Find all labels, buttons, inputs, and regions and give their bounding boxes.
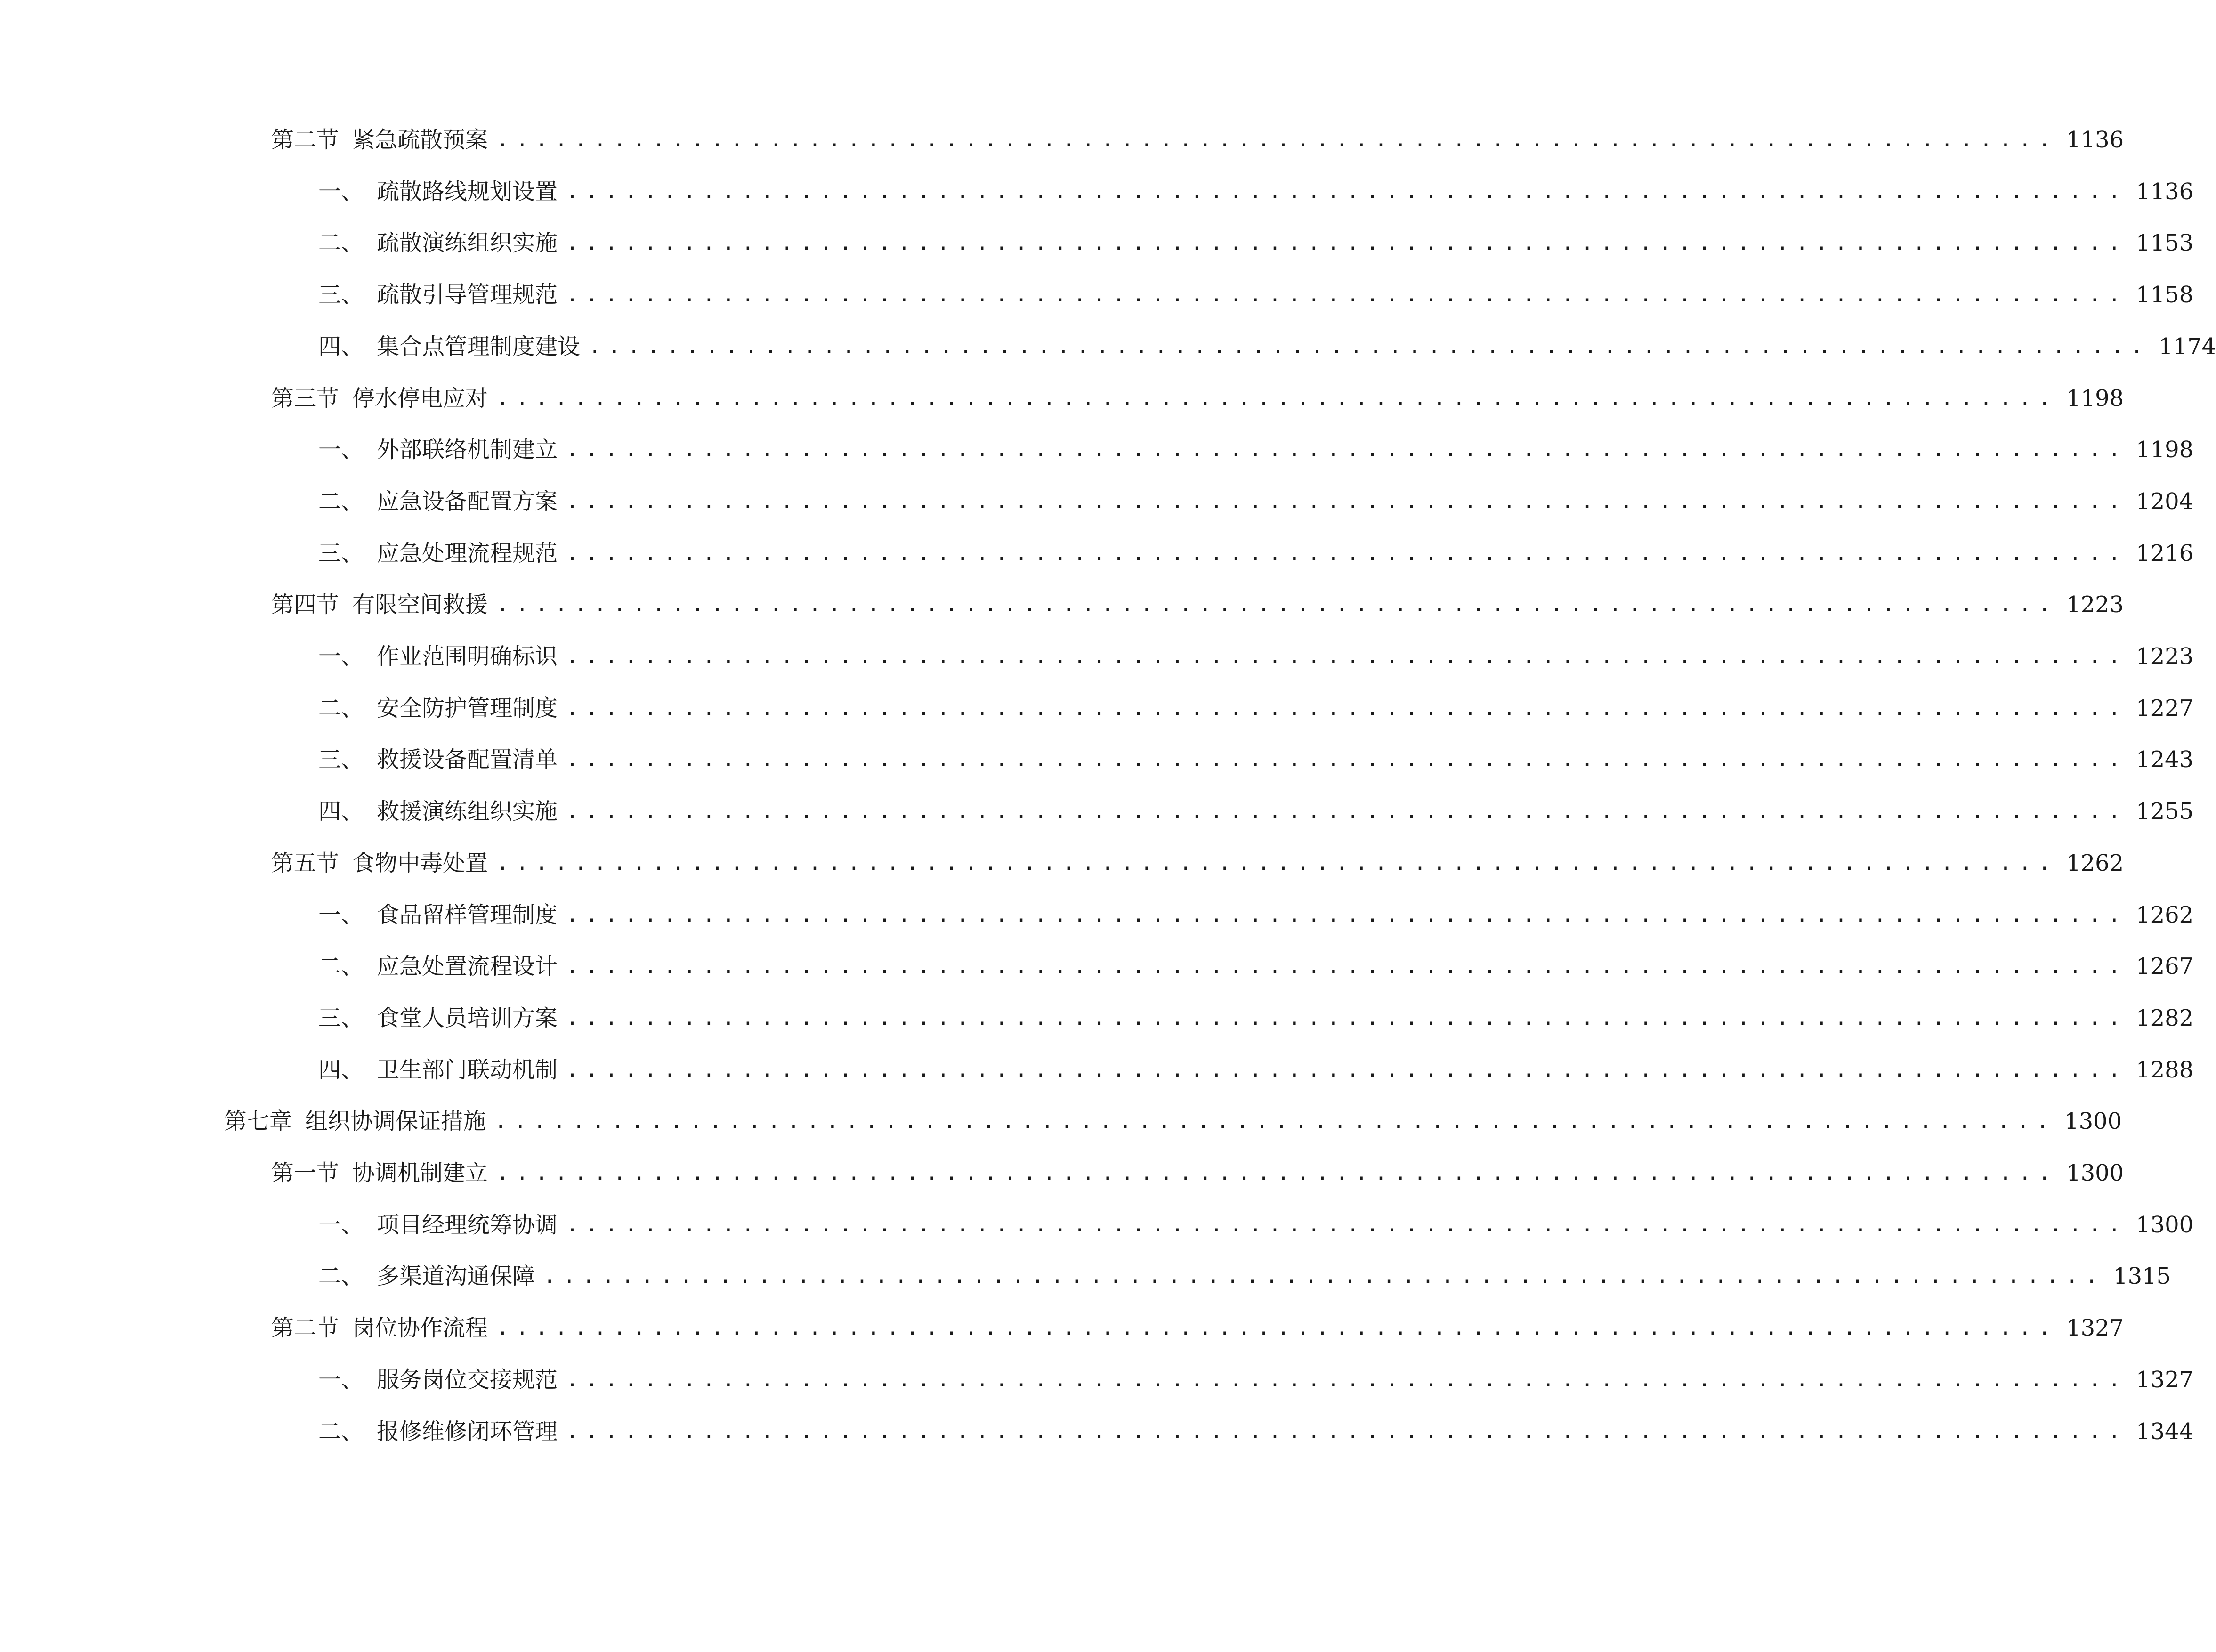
toc-entry-number: 二、 [318, 230, 364, 256]
toc-entry-number: 一、 [318, 437, 364, 463]
toc-entry[interactable] [318, 999, 2194, 1037]
toc-entry[interactable] [318, 947, 2194, 985]
toc-entry-title: 外部联络机制建立 [377, 437, 558, 463]
toc-entry[interactable] [271, 121, 2124, 159]
toc-dot-leader: ................................................................................ [566, 954, 2128, 978]
toc-entry-title: 组织协调保证措施 [305, 1108, 486, 1134]
toc-entry-number: 二、 [318, 1418, 364, 1445]
toc-entry-number: 四、 [318, 1057, 364, 1083]
toc-page-number: 1158 [2136, 282, 2194, 308]
toc-dot-leader: ................................................................................ [566, 903, 2128, 927]
toc-entry-title: 项目经理统筹协调 [377, 1212, 558, 1238]
toc-page-number: 1216 [2136, 540, 2194, 567]
toc-entry[interactable] [318, 483, 2194, 520]
toc-page-number: 1288 [2136, 1057, 2194, 1083]
toc-entry-number: 一、 [318, 1367, 364, 1393]
toc-entry[interactable] [271, 1309, 2124, 1347]
toc-entry-title: 应急处置流程设计 [377, 953, 558, 980]
toc-entry-number: 一、 [318, 902, 364, 928]
toc-page-number: 1300 [2064, 1108, 2122, 1134]
toc-page-number: 1198 [2136, 437, 2194, 463]
toc-entry[interactable] [318, 431, 2194, 469]
toc-entry[interactable] [271, 1154, 2124, 1192]
toc-entry-title: 报修维修闭环管理 [377, 1418, 558, 1445]
toc-dot-leader: ................................................................................ [566, 437, 2128, 462]
toc-page-number: 1262 [2136, 902, 2194, 928]
toc-entry-number: 二、 [318, 695, 364, 721]
toc-entry-number: 二、 [318, 953, 364, 980]
toc-entry-number: 二、 [318, 1263, 364, 1289]
toc-entry-title: 卫生部门联动机制 [377, 1057, 558, 1083]
toc-entry-number: 一、 [318, 643, 364, 670]
toc-entry[interactable] [318, 689, 2194, 727]
toc-dot-leader: ................................................................................ [566, 179, 2128, 203]
toc-entry[interactable] [318, 328, 2216, 365]
toc-dot-leader: ................................................................................ [566, 644, 2128, 668]
toc-entry-number: 三、 [318, 1005, 364, 1031]
toc-entry-number: 四、 [318, 333, 364, 360]
toc-entry[interactable] [271, 380, 2124, 417]
toc-entry[interactable] [318, 793, 2194, 830]
toc-entry-title: 食堂人员培训方案 [377, 1005, 558, 1031]
toc-entry[interactable] [318, 1413, 2194, 1450]
toc-dot-leader: ................................................................................ [566, 541, 2128, 565]
toc-entry[interactable] [318, 896, 2194, 934]
toc-entry-title: 食物中毒处置 [352, 850, 488, 876]
toc-page-number: 1243 [2136, 746, 2194, 773]
toc-page-number: 1204 [2136, 488, 2194, 515]
toc-dot-leader: ................................................................................ [566, 799, 2128, 823]
toc-entry-number: 一、 [318, 178, 364, 205]
toc-entry-number: 第二节 [271, 127, 340, 153]
toc-entry-title: 救援演练组织实施 [377, 798, 558, 825]
toc-entry-title: 疏散演练组织实施 [377, 230, 558, 256]
toc-entry[interactable] [224, 1102, 2122, 1140]
toc-entry[interactable] [318, 224, 2194, 262]
toc-entry-number: 二、 [318, 488, 364, 515]
toc-entry-number: 三、 [318, 746, 364, 773]
toc-dot-leader: ................................................................................ [496, 1316, 2058, 1340]
toc-entry-number: 第四节 [271, 591, 340, 618]
toc-dot-leader: ................................................................................ [566, 1419, 2128, 1443]
toc-entry-title: 协调机制建立 [352, 1160, 488, 1186]
toc-entry-number: 第三节 [271, 385, 340, 412]
toc-page-number: 1223 [2066, 591, 2124, 618]
toc-page-number: 1300 [2136, 1212, 2194, 1238]
toc-entry-title: 疏散路线规划设置 [377, 178, 558, 205]
toc-dot-leader: ................................................................................ [566, 1368, 2128, 1392]
toc-entry-number: 三、 [318, 282, 364, 308]
toc-entry-title: 岗位协作流程 [352, 1315, 488, 1341]
toc-entry-title: 集合点管理制度建设 [377, 333, 581, 360]
toc-page-number: 1327 [2066, 1315, 2124, 1341]
toc-entry-title: 多渠道沟通保障 [377, 1263, 535, 1289]
toc-entry[interactable] [271, 586, 2124, 624]
toc-page-number: 1136 [2066, 127, 2124, 153]
toc-entry-title: 应急设备配置方案 [377, 488, 558, 515]
toc-entry[interactable] [271, 844, 2124, 882]
toc-entry[interactable] [318, 276, 2194, 314]
toc-entry-number: 第七章 [224, 1108, 292, 1134]
toc-dot-leader: ................................................................................ [566, 1006, 2128, 1030]
toc-entry-title: 安全防护管理制度 [377, 695, 558, 721]
toc-dot-leader: ................................................................................ [589, 334, 2151, 358]
toc-page-number: 1300 [2066, 1160, 2124, 1186]
toc-page-number: 1315 [2113, 1263, 2171, 1289]
toc-page-number: 1223 [2136, 643, 2194, 670]
toc-page-number: 1282 [2136, 1005, 2194, 1031]
toc-entry-number: 第二节 [271, 1315, 340, 1341]
toc-entry-number: 第五节 [271, 850, 340, 876]
toc-entry-number: 一、 [318, 1212, 364, 1238]
toc-page-number: 1267 [2136, 953, 2194, 980]
toc-page-number: 1136 [2136, 178, 2194, 205]
toc-page-number: 1255 [2136, 798, 2194, 825]
toc-dot-leader: ................................................................................ [566, 1058, 2128, 1082]
toc-page-number: 1327 [2136, 1367, 2194, 1393]
toc-dot-leader: ................................................................................ [496, 592, 2058, 616]
toc-dot-leader: ................................................................................ [543, 1264, 2105, 1288]
toc-dot-leader: ................................................................................ [496, 851, 2058, 875]
toc-entry[interactable] [318, 741, 2194, 778]
toc-entry[interactable] [318, 173, 2194, 211]
toc-entry-number: 三、 [318, 540, 364, 567]
toc-page-number: 1198 [2066, 385, 2124, 412]
toc-entry[interactable] [318, 1361, 2194, 1399]
toc-page-number: 1262 [2066, 850, 2124, 876]
toc-page-number: 1227 [2136, 695, 2194, 721]
toc-dot-leader: ................................................................................ [566, 231, 2128, 255]
toc-entry-number: 第一节 [271, 1160, 340, 1186]
toc-entry-title: 作业范围明确标识 [377, 643, 558, 670]
toc-dot-leader: ................................................................................ [494, 1109, 2056, 1133]
toc-page-number: 1153 [2136, 230, 2194, 256]
toc-entry-number: 四、 [318, 798, 364, 825]
toc-entry[interactable] [318, 1257, 2171, 1295]
toc-dot-leader: ................................................................................ [566, 696, 2128, 720]
toc-dot-leader: ................................................................................ [566, 489, 2128, 513]
toc-page-number: 1344 [2136, 1418, 2194, 1445]
toc-entry-title: 停水停电应对 [352, 385, 488, 412]
toc-dot-leader: ................................................................................ [496, 386, 2058, 410]
toc-entry-title: 疏散引导管理规范 [377, 282, 558, 308]
toc-entry-title: 应急处理流程规范 [377, 540, 558, 567]
toc-dot-leader: ................................................................................ [496, 128, 2058, 152]
toc-entry-title: 有限空间救援 [352, 591, 488, 618]
toc-entry-title: 紧急疏散预案 [352, 127, 488, 153]
toc-dot-leader: ................................................................................ [566, 283, 2128, 307]
toc-entry[interactable] [318, 638, 2194, 675]
toc-dot-leader: ................................................................................ [566, 1213, 2128, 1237]
toc-entry[interactable] [318, 1051, 2194, 1089]
toc-page-number: 1174 [2159, 333, 2216, 360]
toc-entry-title: 服务岗位交接规范 [377, 1367, 558, 1393]
toc-entry[interactable] [318, 534, 2194, 572]
toc-entry-title: 食品留样管理制度 [377, 902, 558, 928]
toc-dot-leader: ................................................................................ [566, 747, 2128, 771]
toc-entry[interactable] [318, 1206, 2194, 1244]
toc-entry-title: 救援设备配置清单 [377, 746, 558, 773]
toc-dot-leader: ................................................................................ [496, 1161, 2058, 1185]
